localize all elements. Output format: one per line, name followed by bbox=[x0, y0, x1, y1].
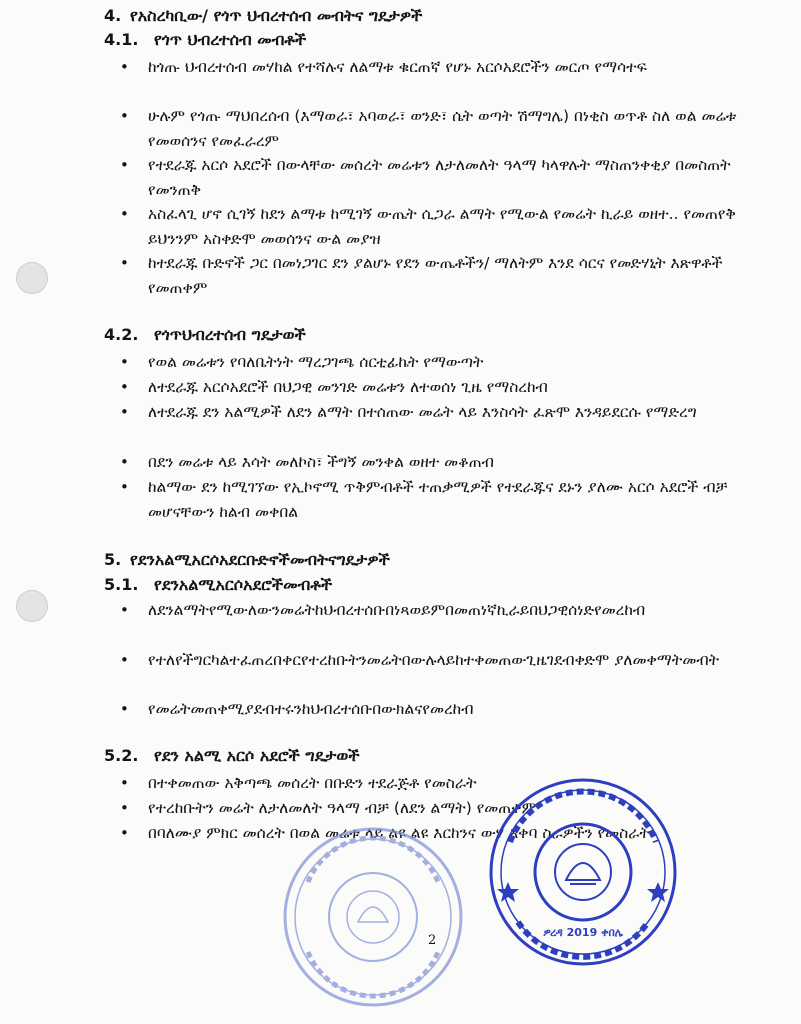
list-item-text: ከልማው ደን ከሚገኘው የኢኮኖሚ ጥቅምብቶች ተጠቃሚዎች የተደራጁና ደኑን ያለሙ አርሶ አደሮች ብቻ መሆናቸውን ከልብ መቀበል bbox=[148, 478, 728, 521]
bullet: • bbox=[120, 378, 129, 396]
bullet: • bbox=[120, 254, 129, 272]
bullet: • bbox=[120, 799, 129, 817]
bullet: • bbox=[120, 58, 129, 76]
subsection-title: የደንአልሚአርሶአደሮችመብቶች bbox=[154, 575, 333, 594]
bullet: • bbox=[120, 601, 129, 619]
page-number: 2 bbox=[428, 933, 437, 948]
subsection-number: 5.1. bbox=[104, 575, 139, 594]
subsection-heading bbox=[104, 575, 332, 595]
section-title: የደንአልሚአርሶአደርቡድኖችመብትናግዴታዎች bbox=[130, 550, 390, 569]
official-stamp-left bbox=[278, 822, 468, 1012]
section-number: 5. bbox=[104, 550, 122, 569]
section-title: የአስረካቢው/ የጎጥ ህብረተሰብ መብትና ግዴታዎች bbox=[130, 6, 423, 25]
bullet: • bbox=[120, 824, 129, 842]
section-number: 4. bbox=[104, 6, 122, 25]
list-item-text: የተለየችግርካልተፈጠረበቀርየተረከቡትንመሬትበውሉላይከተቀመጠውጊዜገደብቀድሞ ያለመቀማትመብት bbox=[148, 651, 720, 669]
list-item-text: ከተደራጁ ቡድኖች ጋር በመነጋገር ደን ያልሆኑ የደን ውጤቶችን/ ማለትም እንደ ሳርና የመድሃኒት እጽዋቶች የመጠቀም bbox=[148, 254, 723, 297]
subsection-number: 4.2. bbox=[104, 325, 139, 344]
list-item-text: ለተደራጁ ደን አልሚዎች ለደን ልማት በተሰጠው መሬት ላይ እንስሳት ፈጽሞ እንዳይደርሱ የማድረግ bbox=[148, 403, 697, 421]
list-item bbox=[120, 153, 782, 203]
list-item-text: የተደራጁ አርሶ አደሮች በውላቸው መሰረት መሬቱን ለታለመለት ዓላማ ካላዋሉት ማስጠንቀቂያ በመስጠት የመንጠቅ bbox=[148, 156, 731, 199]
list-item bbox=[120, 350, 782, 375]
bullet: • bbox=[120, 107, 129, 125]
subsection-title: የጎጥ ህብረተሰብ መብቶች bbox=[154, 30, 307, 49]
list-item-text: በተቀመጠው አቅጣጫ መሰረት በቡድን ተደራጅቶ የመስራት bbox=[148, 774, 477, 792]
subsection-heading bbox=[104, 746, 360, 766]
list-item bbox=[120, 450, 782, 475]
bullet: • bbox=[120, 403, 129, 421]
bullet: • bbox=[120, 353, 129, 371]
list-item bbox=[120, 375, 782, 400]
bullet: • bbox=[120, 453, 129, 471]
official-stamp-right bbox=[478, 772, 688, 972]
list-item-text: በደን መሬቱ ላይ እሳት መለኮስ፣ ችግኝ መንቀል ወዘተ መቆጠብ bbox=[148, 453, 494, 471]
list-item-text: የወል መሬቱን የባለቤትነት ማረጋገጫ ሰርቲፊኬት የማውጣት bbox=[148, 353, 484, 371]
bullet: • bbox=[120, 774, 129, 792]
bullet: • bbox=[120, 205, 129, 223]
list-item bbox=[120, 648, 782, 673]
list-item-text: ለተደራጁ አርሶአደሮች በህጋዊ መንገድ መሬቱን ለተወሰነ ጊዜ የማስረከብ bbox=[148, 378, 548, 396]
list-item bbox=[120, 697, 782, 722]
list-item bbox=[120, 55, 782, 80]
section-heading bbox=[104, 550, 390, 570]
subsection-number: 5.2. bbox=[104, 746, 139, 765]
subsection-title: የደን አልሚ አርሶ አደሮች ግዴታወች bbox=[154, 746, 360, 765]
stamp-text: ዎረዳ 2019 ቀበሌ bbox=[543, 926, 623, 939]
list-item-text: የተረከቡትን መሬት ለታለመለት ዓላማ ብቻ (ለደን ልማት) የመጠቀም bbox=[148, 799, 537, 817]
list-item-text: ሁሉም የጎጡ ማህበረሰብ (እማወራ፣ አባወራ፣ ወንድ፣ ሴት ወጣት ሽማግሌ) በነቂስ ወጥቶ ስለ ወል መሬቱ የመወሰንና የመፈራረም bbox=[148, 107, 737, 150]
punch-hole-top bbox=[16, 262, 48, 294]
bullet: • bbox=[120, 478, 129, 496]
list-item-text: ለደንልማትየሚውለውንመሬትከህብረተሰቡበነጻወይምበመጠነኛኪራይበህጋዊሰነድየመረከብ bbox=[148, 601, 646, 619]
subsection-title: የጎጥህብረተሰብ ግዴታወች bbox=[154, 325, 306, 344]
list-item-text: የመሬትመጠቀሚያደብተሩንከህብረተሰቡበውክልናየመረከብ bbox=[148, 700, 474, 718]
list-item bbox=[120, 475, 782, 525]
list-item bbox=[120, 598, 782, 623]
section-heading bbox=[104, 6, 422, 26]
list-item bbox=[120, 251, 782, 301]
list-item-text: አስፈላጊ ሆኖ ሲገኝ ከደን ልማቱ ከሚገኝ ውጤት ሲጋራ ልማት የሚውል የመሬት ኪራይ ወዘተ.. የመጠየቅ ይህንንም አስቀድሞ መወሰንና ውል መያዝ bbox=[148, 205, 736, 248]
list-item-text: በባለሙያ ምክር መሰረት በወል መሬቱ ላይ ልዩ ልዩ እርከንና ውሃ እቀባ ስራዎችን የመስራት bbox=[148, 824, 650, 842]
list-item bbox=[120, 202, 782, 252]
punch-hole-bottom bbox=[16, 590, 48, 622]
bullet: • bbox=[120, 651, 129, 669]
bullet: • bbox=[120, 156, 129, 174]
list-item bbox=[120, 400, 782, 425]
bullet: • bbox=[120, 700, 129, 718]
list-item bbox=[120, 104, 782, 154]
subsection-heading bbox=[104, 325, 306, 345]
list-item-text: ከጎጡ ህብረተሰብ መሃከል የተሻሉና ለልማቱ ቁርጠኛ የሆኑ አርሶአደሮችን መርጦ የማሳተፍ bbox=[148, 58, 647, 76]
subsection-heading bbox=[104, 30, 306, 50]
subsection-number: 4.1. bbox=[104, 30, 139, 49]
